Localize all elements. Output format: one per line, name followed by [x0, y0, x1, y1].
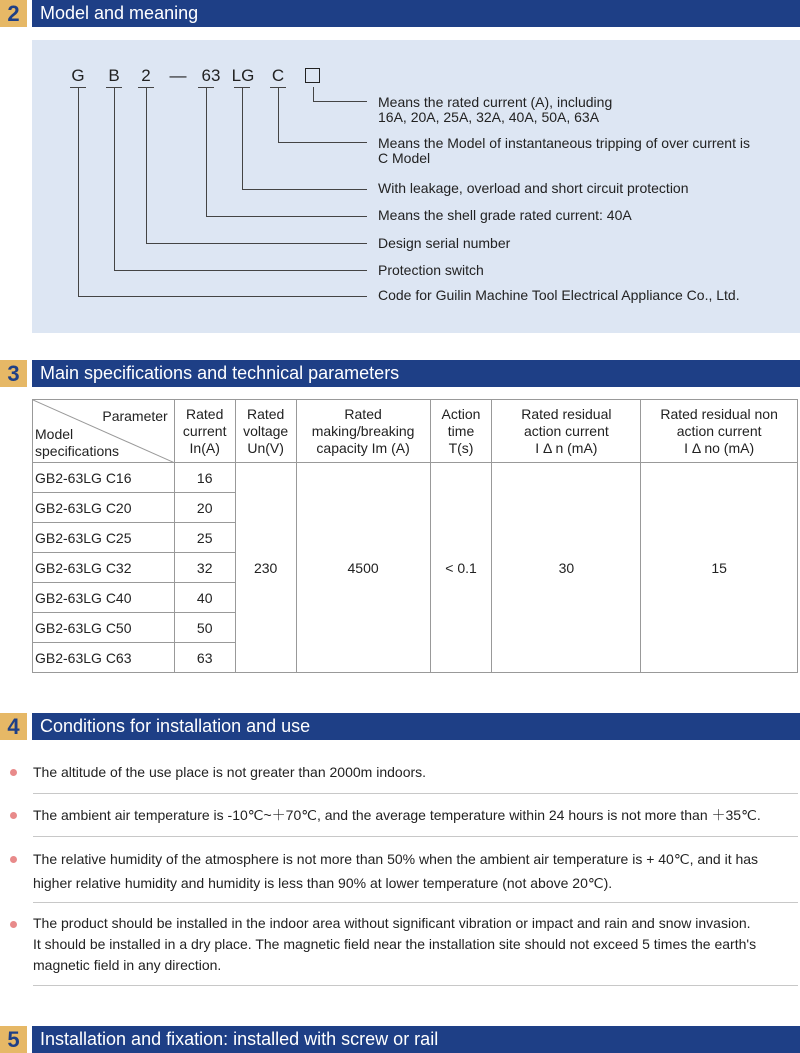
condition-line: magnetic field in any direction.	[33, 957, 222, 973]
divider	[33, 902, 798, 903]
section-number: 5	[0, 1026, 27, 1053]
divider	[33, 985, 798, 986]
section-4-header	[0, 713, 800, 740]
cell-model: GB2-63LG C63	[33, 643, 175, 673]
condition-altitude	[33, 761, 800, 784]
section-title: Model and meaning	[32, 0, 800, 27]
section-title: Main specifications and technical parameters	[32, 360, 800, 387]
cell-residual-non-action: 15	[641, 463, 798, 673]
cell-model: GB2-63LG C16	[33, 463, 175, 493]
connector-c	[278, 87, 279, 142]
bullet-icon	[10, 812, 17, 819]
cell-voltage: 230	[235, 463, 296, 673]
section-title: Conditions for installation and use	[32, 713, 800, 740]
condition-line: The product should be installed in the indoor area without significant vibration or impact and rain and snow invasion.	[33, 915, 751, 931]
condition-line: The ambient air temperature is -10℃~＋70℃, and the average temperature within 24 hours is not more than ＋35℃.	[33, 807, 761, 823]
specifications-table	[32, 399, 798, 673]
hline-6	[114, 270, 367, 271]
section-3-header	[0, 360, 800, 387]
hline-7	[78, 296, 367, 297]
hline-3	[242, 189, 367, 190]
code-lg: LG	[231, 66, 255, 85]
hline-2	[278, 142, 367, 143]
header-parameter: Parameter	[102, 408, 168, 424]
section-5-header	[0, 1026, 800, 1053]
bullet-icon	[10, 856, 17, 863]
condition-temperature	[33, 804, 800, 827]
meaning-protection-type: With leakage, overload and short circuit protection	[378, 180, 689, 196]
divider	[33, 793, 798, 794]
placeholder-square-icon	[305, 68, 320, 83]
header-rated-voltage: Rated voltage Un(V)	[235, 400, 296, 463]
condition-line: The altitude of the use place is not greater than 2000m indoors.	[33, 764, 427, 780]
hline-1	[313, 101, 367, 102]
meaning-tripping-model	[378, 136, 750, 166]
code-digit-2: 2	[141, 66, 151, 85]
cell-current: 20	[174, 493, 235, 523]
meaning-design-serial: Design serial number	[378, 235, 511, 251]
connector-b	[114, 87, 115, 270]
section-number: 4	[0, 713, 27, 740]
connector-lg	[242, 87, 243, 189]
table-row	[33, 463, 798, 493]
section-number: 2	[0, 0, 27, 27]
condition-line: higher relative humidity and humidity is less than 90% at lower temperature (not above 20℃).	[33, 875, 613, 891]
meaning-shell-grade: Means the shell grade rated current: 40A	[378, 207, 632, 223]
cell-model: GB2-63LG C20	[33, 493, 175, 523]
cell-current: 32	[174, 553, 235, 583]
meaning-line: 16A, 20A, 25A, 32A, 40A, 50A, 63A	[378, 109, 600, 125]
code-63: 63	[201, 66, 221, 85]
code-dash: —	[169, 66, 187, 85]
header-rated-current: Rated current In(A)	[174, 400, 235, 463]
condition-installation-area	[33, 913, 800, 976]
cell-capacity: 4500	[296, 463, 430, 673]
section-2-header	[0, 0, 800, 27]
connector-g	[78, 87, 79, 296]
table-header-row	[33, 400, 798, 463]
meaning-line: Means the Model of instantaneous tripping of over current is	[378, 135, 750, 151]
cell-action-time: < 0.1	[430, 463, 492, 673]
meaning-line: C Model	[378, 150, 431, 166]
header-capacity: Rated making/breaking capacity Im (A)	[296, 400, 430, 463]
meaning-protection-switch: Protection switch	[378, 262, 484, 278]
header-model-line: specifications	[35, 443, 120, 459]
cell-current: 25	[174, 523, 235, 553]
hline-4	[206, 216, 367, 217]
cell-current: 16	[174, 463, 235, 493]
code-letter-g: G	[71, 66, 85, 85]
cell-current: 40	[174, 583, 235, 613]
hline-5	[146, 243, 367, 244]
header-residual-action: Rated residual action current I Δ n (mA)	[492, 400, 641, 463]
header-model	[35, 426, 119, 460]
section-title: Installation and fixation: installed with screw or rail	[32, 1026, 800, 1053]
condition-humidity	[33, 848, 800, 895]
cell-model: GB2-63LG C50	[33, 613, 175, 643]
bullet-icon	[10, 769, 17, 776]
cell-current: 63	[174, 643, 235, 673]
code-letter-b: B	[108, 66, 120, 85]
header-model-line: Model	[35, 426, 74, 442]
meaning-rated-current	[378, 95, 612, 125]
header-residual-non-action: Rated residual non action current I Δ no (mA)	[641, 400, 798, 463]
connector-63	[206, 87, 207, 216]
divider	[33, 836, 798, 837]
meaning-line: Means the rated current (A), including	[378, 94, 613, 110]
header-diagonal-cell	[33, 400, 175, 463]
bullet-icon	[10, 921, 17, 928]
cell-model: GB2-63LG C32	[33, 553, 175, 583]
code-c: C	[271, 66, 285, 85]
meaning-company-code: Code for Guilin Machine Tool Electrical Appliance Co., Ltd.	[378, 287, 740, 303]
cell-model: GB2-63LG C40	[33, 583, 175, 613]
condition-line: It should be installed in a dry place. The magnetic field near the installation site should not exceed 5 times the earth's	[33, 936, 757, 952]
model-diagram	[32, 40, 800, 333]
connector-2	[146, 87, 147, 243]
cell-residual-action: 30	[492, 463, 641, 673]
connector-square	[313, 87, 314, 101]
cell-current: 50	[174, 613, 235, 643]
header-action-time: Action time T(s)	[430, 400, 492, 463]
cell-model: GB2-63LG C25	[33, 523, 175, 553]
condition-line: The relative humidity of the atmosphere is not more than 50% when the ambient air temperature is + 40℃, and it has	[33, 851, 759, 867]
section-number: 3	[0, 360, 27, 387]
